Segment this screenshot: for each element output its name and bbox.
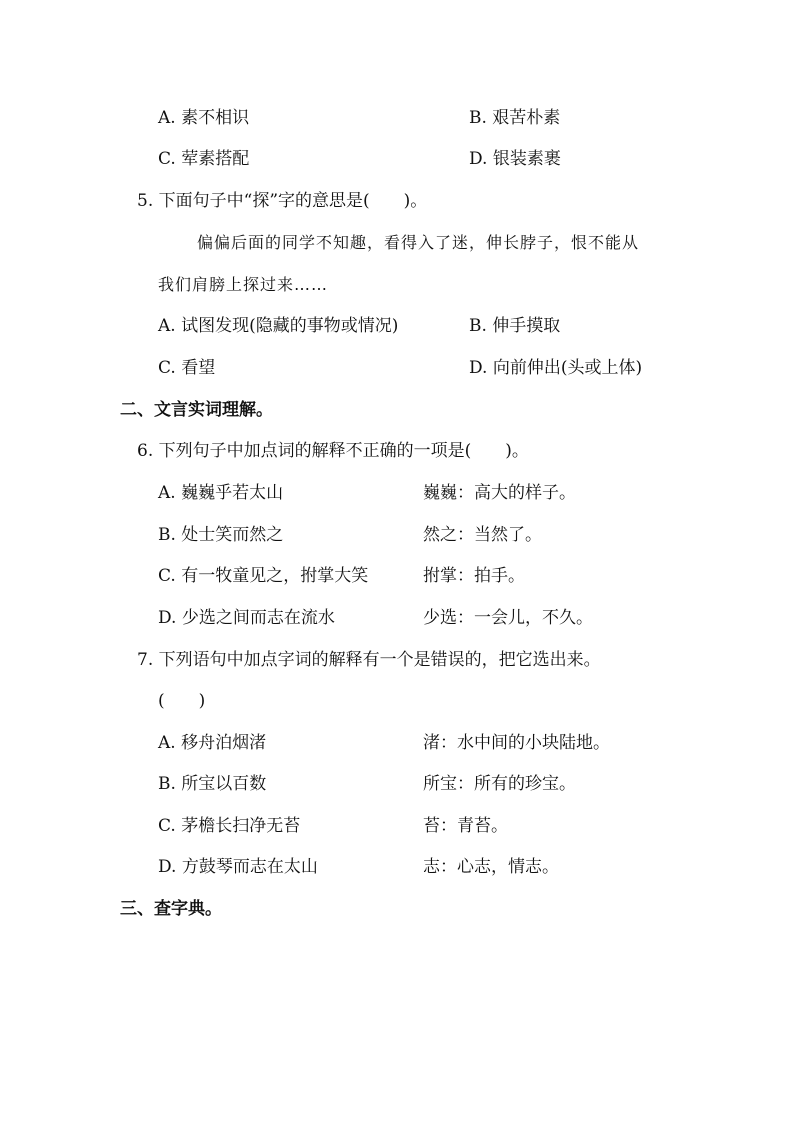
q6-stem: 6. 下列句子中加点词的解释不正确的一项是( )。 [137, 441, 529, 461]
q5-stem: 5. 下面句子中“探”字的意思是( )。 [137, 191, 428, 211]
q4-option-c: C. 荤素搭配 [158, 149, 250, 169]
q6-explain-d: 少选：一会儿，不久。 [423, 608, 593, 628]
q7-explain-c: 苔：青苔。 [423, 816, 508, 836]
q7-stem: 7. 下列语句中加点字词的解释有一个是错误的，把它选出来。 [137, 650, 601, 670]
q6-explain-c: 拊掌：拍手。 [423, 566, 525, 586]
section-2-title: 二、文言实词理解。 [120, 400, 273, 420]
q6-explain-b: 然之：当然了。 [423, 525, 542, 545]
q6-option-d: D. 少选之间而志在流水 [158, 608, 335, 628]
q4-option-b: B. 艰苦朴素 [469, 108, 561, 128]
q6-option-a: A. 巍巍乎若太山 [158, 483, 284, 503]
q5-option-d: D. 向前伸出(头或上体) [469, 358, 643, 378]
q5-passage-line-1: 偏偏后面的同学不知趣，看得入了迷，伸长脖子，恨不能从 [197, 233, 640, 252]
q5-option-a: A. 试图发现(隐藏的事物或情况) [158, 316, 399, 336]
q6-option-c: C. 有一牧童见之，拊掌大笑 [158, 566, 369, 586]
q7-option-c: C. 茅檐长扫净无苔 [158, 816, 301, 836]
q5-passage-line-2: 我们肩膀上探过来…… [158, 275, 329, 294]
q7-explain-a: 渚：水中间的小块陆地。 [423, 733, 610, 753]
q7-option-a: A. 移舟泊烟渚 [158, 733, 267, 753]
q7-option-d: D. 方鼓琴而志在太山 [158, 857, 318, 877]
q5-option-c: C. 看望 [158, 358, 216, 378]
q7-option-b: B. 所宝以百数 [158, 774, 267, 794]
q7-explain-d: 志：心志，情志。 [423, 857, 559, 877]
q6-option-b: B. 处士笑而然之 [158, 525, 284, 545]
q4-option-a: A. 素不相识 [158, 108, 250, 128]
q7-explain-b: 所宝：所有的珍宝。 [423, 774, 576, 794]
q7-answer-blank: ( ) [158, 691, 206, 711]
section-3-title: 三、查字典。 [120, 899, 222, 919]
q6-explain-a: 巍巍：高大的样子。 [423, 483, 576, 503]
q4-option-d: D. 银装素裹 [469, 149, 561, 169]
q5-option-b: B. 伸手摸取 [469, 316, 561, 336]
